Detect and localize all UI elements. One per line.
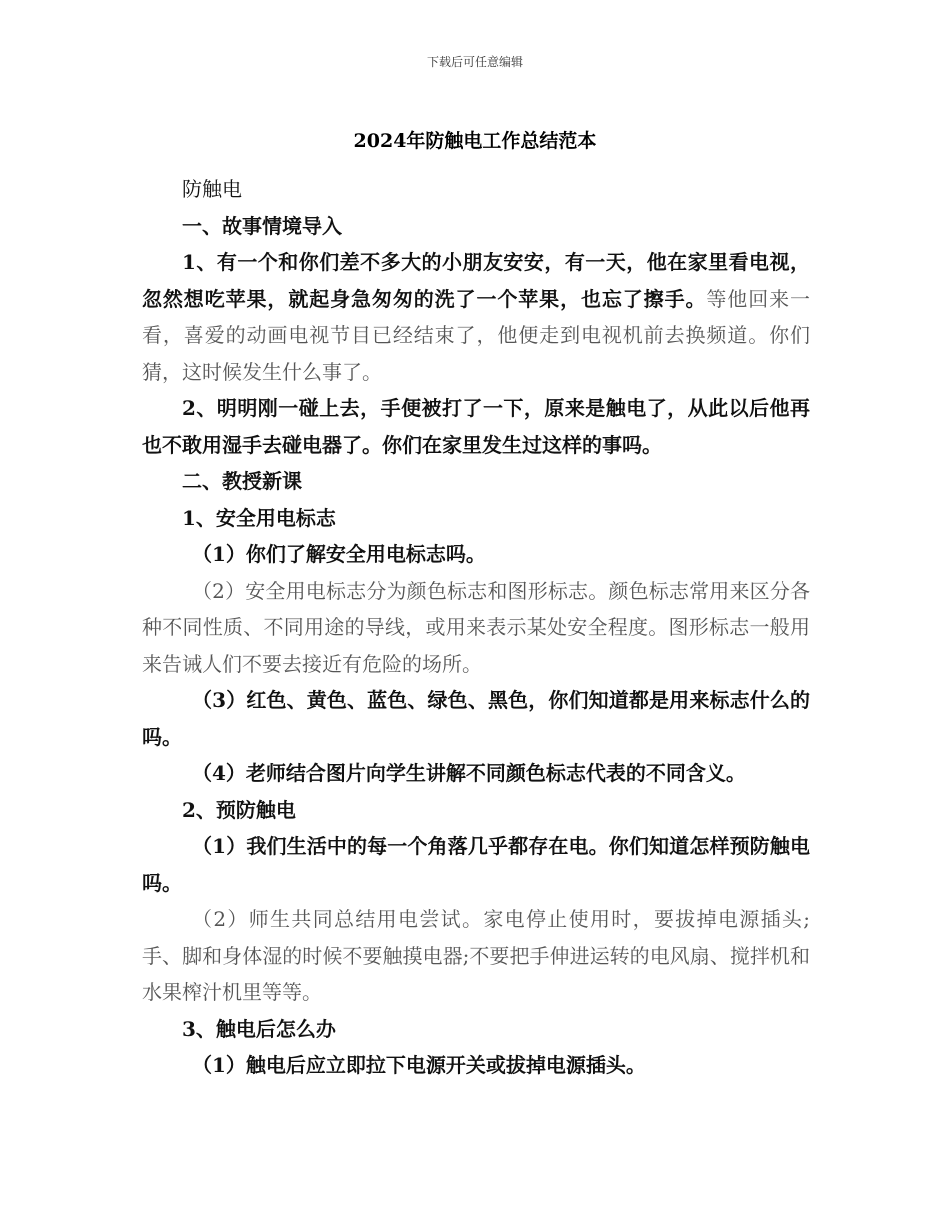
item-prevent-1: （1）我们生活中的每一个角落几乎都存在电。你们知道怎样预防触电吗。 — [142, 834, 810, 895]
item-after-1: （1）触电后应立即拉下电源开关或拔掉电源插头。 — [192, 1053, 646, 1077]
item-signs-2: （2）安全用电标志分为颜色标志和图形标志。颜色标志常用来区分各种不同性质、不同用途的导线，或用来表示某处安全程度。图形标志一般用来告诫人们不要去接近有危险的场所。 — [142, 578, 810, 676]
heading-prevent-shock: 2、预防触电 — [182, 797, 296, 822]
paragraph-story-2: 2、明明刚一碰上去，手便被打了一下，原来是触电了，从此以后他再也不敢用湿手去碰电器了。你们在家里发生过这样的事吗。 — [142, 396, 810, 457]
document-title: 2024年防触电工作总结范本 — [353, 130, 597, 152]
heading-safety-signs: 1、安全用电标志 — [182, 505, 336, 530]
paragraph-story-1-light: 等他回来一看，喜爱的动画电视节目已经结束了，他便走到电视机前去换频道。你们猜，这时候发生什么事了。 — [142, 286, 811, 384]
header-note: 下载后可任意编辑 — [426, 55, 523, 69]
heading-after-shock: 3、触电后怎么办 — [182, 1016, 336, 1041]
paragraph-story-1-bold: 1、有一个和你们差不多大的小朋友安安，有一天，他在家里看电视，忽然想吃苹果，就起身急匆匆的洗了一个苹果，也忘了擦手。 — [142, 250, 810, 311]
item-signs-3: （3）红色、黄色、蓝色、绿色、黑色，你们知道都是用来标志什么的吗。 — [142, 688, 810, 749]
paragraph-intro: 防触电 — [182, 177, 242, 201]
paragraph-story-1 — [142, 244, 810, 390]
heading-story: 一、故事情境导入 — [182, 213, 342, 238]
heading-new-lesson: 二、教授新课 — [182, 469, 302, 493]
item-prevent-2: （2）师生共同总结用电尝试。家电停止使用时，要拔掉电源插头;手、脚和身体湿的时候不要触摸电器;不要把手伸进运转的电风扇、搅拌机和水果榨汁机里等等。 — [142, 907, 810, 1004]
item-signs-4: （4）老师结合图片向学生讲解不同颜色标志代表的不同含义。 — [192, 761, 746, 785]
item-signs-1: （1）你们了解安全用电标志吗。 — [192, 542, 486, 566]
document-body — [142, 171, 810, 1084]
